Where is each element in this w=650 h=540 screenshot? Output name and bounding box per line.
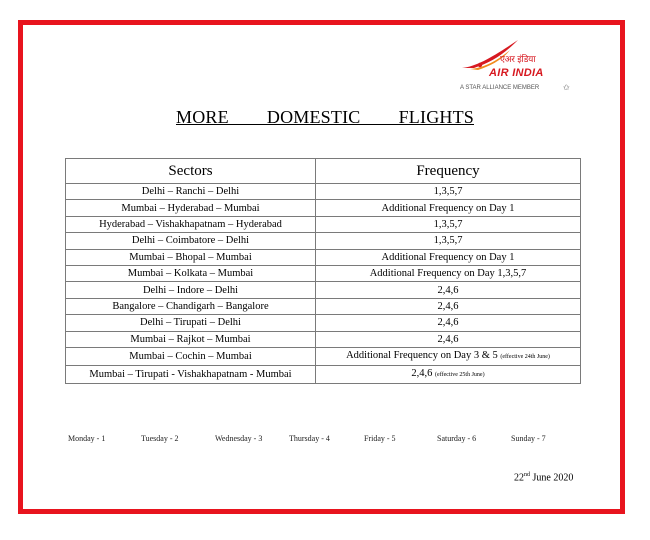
frequency-cell — [316, 282, 581, 298]
date-month-year: June 2020 — [530, 472, 574, 484]
table-row — [66, 347, 581, 365]
frequency-cell — [316, 265, 581, 281]
day-label: Friday - 5 — [364, 434, 396, 443]
table-row — [66, 265, 581, 281]
frequency-cell — [316, 249, 581, 265]
table-row — [66, 200, 581, 216]
header-frequency: Frequency — [316, 159, 581, 184]
frequency-note: (effective 25th June) — [435, 371, 485, 378]
day-label: Monday - 1 — [68, 434, 106, 443]
frequency-cell — [316, 184, 581, 200]
frequency-cell — [316, 365, 581, 383]
sector-cell: Delhi – Coimbatore – Delhi — [66, 233, 316, 249]
sector-cell: Delhi – Indore – Delhi — [66, 282, 316, 298]
sector-cell: Delhi – Tirupati – Delhi — [66, 315, 316, 331]
day-label: Sunday - 7 — [511, 434, 546, 443]
sector-cell: Mumbai – Kolkata – Mumbai — [66, 265, 316, 281]
frequency-text: 1,3,5,7 — [433, 218, 463, 230]
document-date — [514, 472, 573, 483]
table-row — [66, 365, 581, 383]
table-row — [66, 249, 581, 265]
frequency-cell — [316, 315, 581, 331]
frequency-cell — [316, 347, 581, 365]
air-india-logo — [460, 38, 580, 98]
frequency-cell — [316, 216, 581, 232]
table-row — [66, 233, 581, 249]
sector-cell: Bangalore – Chandigarh – Bangalore — [66, 298, 316, 314]
star-alliance-icon: ✩ — [563, 83, 570, 92]
logo-name: AIR INDIA — [489, 67, 544, 79]
frequency-cell — [316, 298, 581, 314]
sector-cell: Hyderabad – Vishakhapatnam – Hyderabad — [66, 216, 316, 232]
table-body — [66, 184, 581, 384]
header-sectors: Sectors — [66, 159, 316, 184]
star-alliance-text: A STAR ALLIANCE MEMBER — [460, 85, 540, 91]
sector-cell: Mumbai – Rajkot – Mumbai — [66, 331, 316, 347]
sector-cell: Mumbai – Bhopal – Mumbai — [66, 249, 316, 265]
frequency-cell — [316, 233, 581, 249]
frequency-note: (effective 24th June) — [500, 353, 550, 360]
frequency-text: 2,4,6 — [437, 300, 459, 312]
table-row — [66, 184, 581, 200]
frequency-text: 2,4,6 — [437, 317, 459, 329]
day-label: Wednesday - 3 — [215, 434, 263, 443]
frequency-cell — [316, 200, 581, 216]
frequency-text: 1,3,5,7 — [433, 235, 463, 247]
date-suffix: nd — [524, 472, 530, 478]
frequency-text: 2,4,6 — [437, 333, 459, 345]
frequency-text: Additional Frequency on Day 1 — [381, 251, 515, 263]
logo-hindi-text: एअर इंडिया — [500, 55, 536, 65]
table-row — [66, 298, 581, 314]
table-row — [66, 315, 581, 331]
flights-table — [65, 158, 581, 384]
table-row — [66, 331, 581, 347]
frequency-text: Additional Frequency on Day 3 & 5 — [346, 349, 498, 361]
frequency-text: Additional Frequency on Day 1,3,5,7 — [369, 268, 527, 280]
sector-cell: Delhi – Ranchi – Delhi — [66, 184, 316, 200]
table-row — [66, 216, 581, 232]
days-legend — [68, 434, 568, 446]
sector-cell: Mumbai – Hyderabad – Mumbai — [66, 200, 316, 216]
frequency-text: 2,4,6 — [411, 367, 433, 379]
table-header-row — [66, 159, 581, 184]
frequency-text: 1,3,5,7 — [433, 186, 463, 198]
date-day: 22 — [514, 472, 524, 484]
table-row — [66, 282, 581, 298]
day-label: Saturday - 6 — [437, 434, 477, 443]
frequency-text: Additional Frequency on Day 1 — [381, 202, 515, 214]
day-label: Tuesday - 2 — [141, 434, 179, 443]
sector-cell: Mumbai – Cochin – Mumbai — [66, 347, 316, 365]
frequency-cell — [316, 331, 581, 347]
sector-cell: Mumbai – Tirupati - Vishakhapatnam - Mumbai — [66, 365, 316, 383]
page-title: MORE DOMESTIC FLIGHTS — [175, 107, 474, 127]
day-label: Thursday - 4 — [289, 434, 330, 443]
frequency-text: 2,4,6 — [437, 284, 459, 296]
